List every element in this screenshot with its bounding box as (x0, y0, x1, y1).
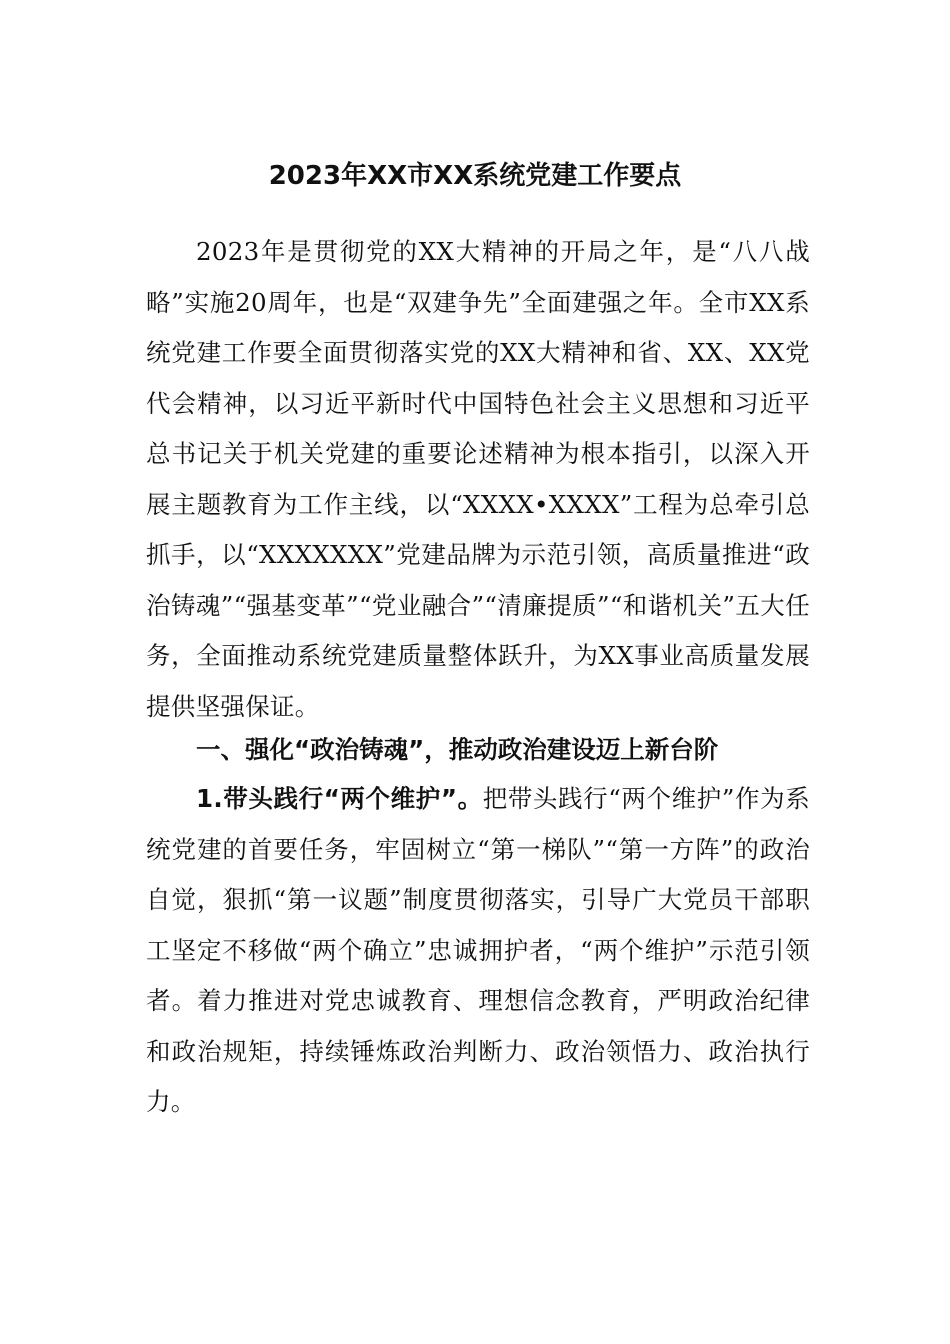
document-title: 2023年XX市XX系统党建工作要点 (268, 161, 682, 191)
section-heading-1: 一、强化“政治铸魂”，推动政治建设迈上新台阶 (196, 735, 719, 764)
item-1-paragraph (146, 774, 810, 1128)
intro-paragraph: 2023年是贯彻党的XX大精神的开局之年，是“八八战略”实施20周年，也是“双建争先”全面建强之年。全市XX系统党建工作要全面贯彻落实党的XX大精神和省、XX、XX党代会精神，以习近平新时代中国特色社会主义思想和习近平总书记关于机关党建的重要论述精神为根本指引，以深入开展主题教育为工作主线，以“XXXX•XXXX”工程为总牵引总抓手，以“XXXXXXX”党建品牌为示范引领，高质量推进“政治铸魂”“强基变革”“党业融合”“清廉提质”“和谐机关”五大任务，全面推动系统党建质量整体跃升，为XX事业高质量发展提供坚强保证。 (146, 237, 810, 721)
item-1-text: 把带头践行“两个维护”作为系统党建的首要任务，牢固树立“第一梯队”“第一方阵”的政治自觉，狠抓“第一议题”制度贯彻落实，引导广大党员干部职工坚定不移做“两个确立”忠诚拥护者，“两个维护”示范引领者。着力推进对党忠诚教育、理想信念教育，严明政治纪律和政治规矩，持续锤炼政治判断力、政治领悟力、政治执行力。 (146, 784, 810, 1116)
item-1-lead: 1.带头践行“两个维护”。 (196, 784, 483, 813)
